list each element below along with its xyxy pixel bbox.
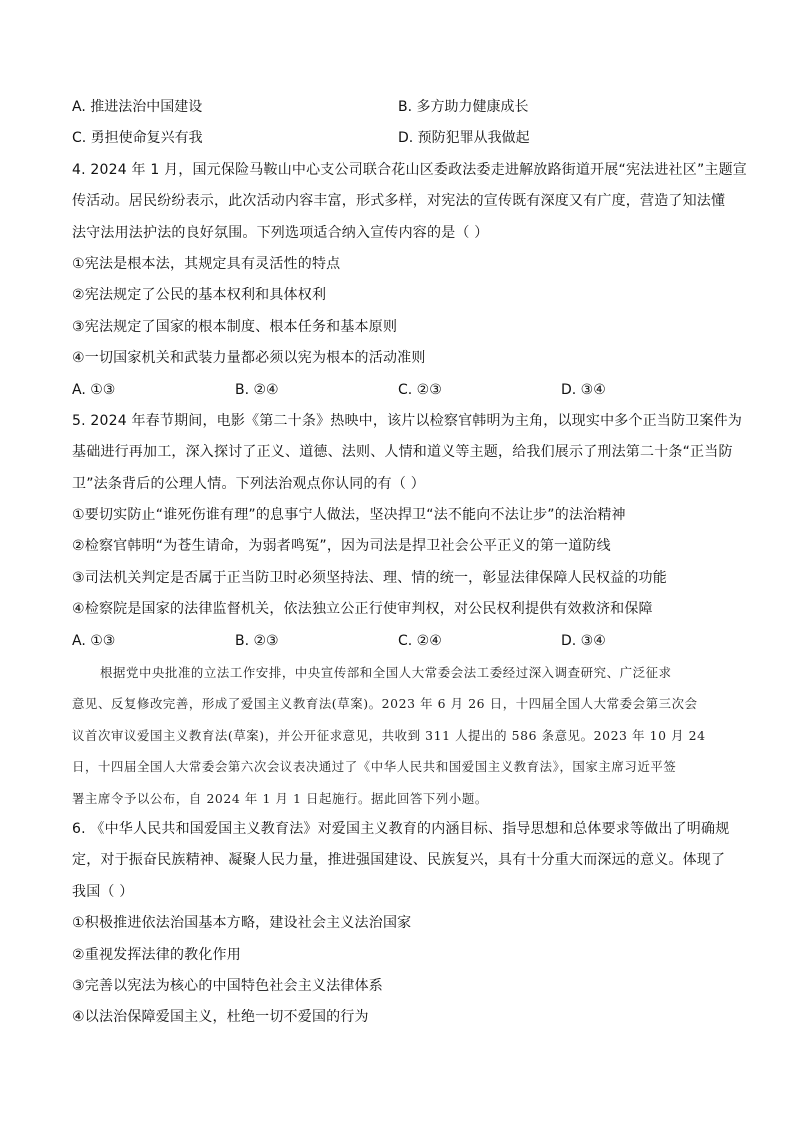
q5-option-d[interactable]: D. ③④: [561, 632, 606, 649]
q3-option-a[interactable]: A. 推进法治中国建设: [72, 99, 203, 115]
q3-option-d[interactable]: D. 预防犯罪从我做起: [398, 130, 530, 147]
q6-statement-1: ①积极推进依法治国基本方略，建设社会主义法治国家: [72, 915, 412, 932]
q6-stem-line: 6. 《中华人民共和国爱国主义教育法》对爱国主义教育的内涵目标、指导思想和总体要求等做出了明确规: [72, 820, 730, 837]
q3-option-b[interactable]: B. 多方助力健康成长: [398, 99, 529, 115]
q3-options-row-2: [72, 123, 724, 154]
q5-stem-line: 5. 2024 年春节期间，电影《第二十条》热映中，该片以检察官韩明为主角，以现实中多个正当防卫案件为: [72, 412, 743, 429]
q4-stem-line: 4. 2024 年 1 月，国元保险马鞍山中心支公司联合花山区委政法委走进解放路街道开展“宪法进社区”主题宣: [72, 161, 747, 178]
q4-option-c[interactable]: C. ②③: [398, 381, 442, 398]
passage-line: 署主席令予以公布，自 2024 年 1 月 1 日起施行。据此回答下列小题。: [72, 790, 488, 806]
exam-page: [72, 92, 747, 1034]
q4-stem-line: 法守法用法护法的良好氛围。下列选项适合纳入宣传内容的是（ ）: [72, 224, 489, 241]
q4-statement-1: ①宪法是根本法，其规定具有灵活性的特点: [72, 255, 341, 272]
q5-statement-1: ①要切实防止“谁死伤谁有理”的息事宁人做法，坚决捍卫“法不能向不法让步”的法治精神: [72, 507, 626, 524]
q4-statement-3: ③宪法规定了国家的根本制度、根本任务和基本原则: [72, 318, 398, 335]
question-6: [72, 814, 730, 1034]
q5-stem-line: 基础进行再加工，深入探讨了正义、道德、法则、人情和道义等主题，给我们展示了刑法第二十条“正当防: [72, 444, 733, 461]
q6-statement-4: ④以法治保障爱国主义，杜绝一切不爱国的行为: [72, 1009, 369, 1026]
q3-options-row-1: [72, 92, 724, 123]
q6-stem-line: 我国（ ）: [72, 883, 134, 900]
q3-option-c[interactable]: C. 勇担使命复兴有我: [72, 130, 203, 147]
q4-option-b[interactable]: B. ②④: [235, 381, 279, 398]
q6-stem-line: 定，对于振奋民族精神、凝聚人民力量，推进强国建设、民族复兴，具有十分重大而深远的意义。体现了: [72, 852, 726, 869]
passage-line: 根据党中央批准的立法工作安排，中央宣传部和全国人大常委会法工委经过深入调查研究、广泛征求: [100, 665, 672, 681]
q6-statement-2: ②重视发挥法律的教化作用: [72, 946, 241, 963]
q5-statement-2: ②检察官韩明“为苍生请命，为弱者鸣冤”，因为司法是捍卫社会公平正义的第一道防线: [72, 538, 611, 555]
passage-line: 议首次审议爱国主义教育法(草案)，并公开征求意见，共收到 311 人提出的 586 条意见。2023 年 10 月 24: [72, 727, 706, 743]
q5-option-b[interactable]: B. ②③: [235, 632, 279, 649]
q6-statement-3: ③完善以宪法为核心的中国特色社会主义法律体系: [72, 977, 383, 994]
q4-options: [72, 375, 724, 406]
q5-statement-3: ③司法机关判定是否属于正当防卫时必须坚持法、理、情的统一，彰显法律保障人民权益的功能: [72, 569, 667, 586]
question-5: [72, 406, 743, 657]
q5-stem-line: 卫”法条背后的公理人情。下列法治观点你认同的有（ ）: [72, 475, 425, 492]
q5-option-a[interactable]: A. ①③: [72, 632, 116, 649]
q5-option-c[interactable]: C. ②④: [398, 632, 442, 649]
reading-passage: [72, 657, 724, 814]
q4-stem-line: 传活动。居民纷纷表示，此次活动内容丰富，形式多样，对宪法的宣传既有深度又有广度，营造了知法懂: [72, 193, 726, 210]
passage-line: 日，十四届全国人大常委会第六次会议表决通过了《中华人民共和国爱国主义教育法》，国家主席习近平签: [72, 759, 677, 775]
passage-line: 意见、反复修改完善，形成了爱国主义教育法(草案)。2023 年 6 月 26 日，十四届全国人大常委会第三次会: [72, 696, 698, 712]
q4-option-d[interactable]: D. ③④: [561, 381, 606, 398]
q5-options: [72, 626, 724, 657]
q5-statement-4: ④检察院是国家的法律监督机关，依法独立公正行使审判权，对公民权利提供有效救济和保障: [72, 601, 653, 618]
q4-option-a[interactable]: A. ①③: [72, 381, 116, 398]
question-4: [72, 155, 747, 406]
q4-statement-2: ②宪法规定了公民的基本权利和具体权利: [72, 287, 327, 304]
q4-statement-4: ④一切国家机关和武装力量都必须以宪为根本的活动准则: [72, 350, 426, 367]
